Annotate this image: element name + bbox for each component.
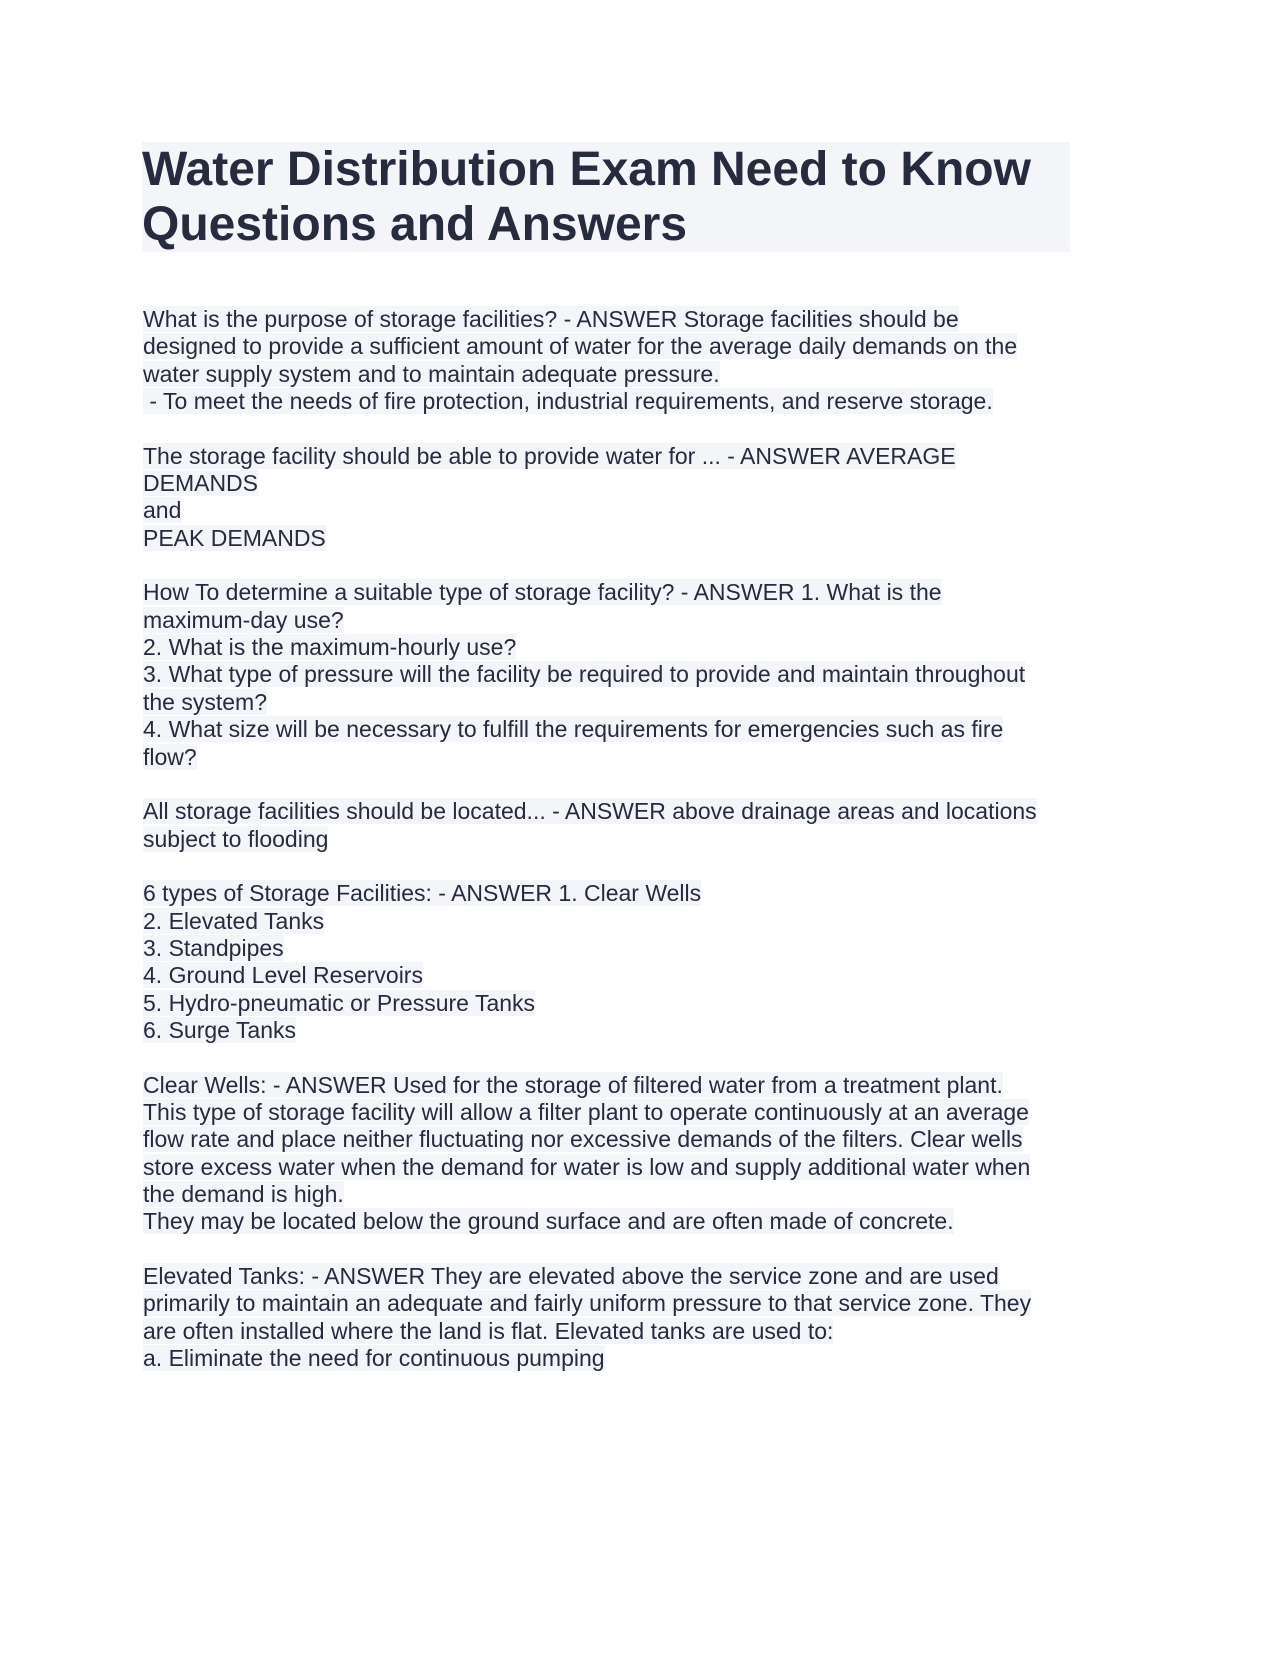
text-line-content: 6 types of Storage Facilities: - ANSWER 1. Clear Wells (143, 880, 702, 907)
blank-line (143, 853, 1143, 880)
title-line-2: Questions and Answers (142, 198, 688, 251)
text-line (143, 1099, 1143, 1126)
text-line-content: - To meet the needs of fire protection, industrial requirements, and reserve storage. (143, 388, 993, 415)
text-line (143, 607, 1143, 634)
text-line-content: 4. What size will be necessary to fulfill the requirements for emergencies such as fire (143, 716, 1004, 743)
text-line-content: All storage facilities should be located... - ANSWER above drainage areas and locations (143, 798, 1037, 825)
text-line (143, 1072, 1143, 1099)
document-title (142, 142, 1070, 252)
text-line-content: and (143, 497, 182, 524)
text-line (143, 798, 1143, 825)
text-line (143, 333, 1143, 360)
text-line (143, 880, 1143, 907)
text-line (143, 579, 1143, 606)
text-line (143, 962, 1143, 989)
blank-line (143, 415, 1143, 442)
blank-line (143, 1044, 1143, 1071)
text-line-content: a. Eliminate the need for continuous pumping (143, 1345, 605, 1372)
text-line (143, 1017, 1143, 1044)
text-line-content: 4. Ground Level Reservoirs (143, 962, 423, 989)
text-line (143, 361, 1143, 388)
text-line-content: maximum-day use? (143, 606, 344, 633)
text-line-content: the system? (143, 688, 267, 715)
text-line (143, 1345, 1143, 1372)
text-line (143, 908, 1143, 935)
title-line-1: Water Distribution Exam Need to Know (142, 143, 1031, 196)
text-line (143, 1318, 1143, 1345)
text-line (143, 935, 1143, 962)
text-line (143, 525, 1143, 552)
text-line (143, 1126, 1143, 1153)
text-line (143, 661, 1143, 688)
text-line-content: The storage facility should be able to provide water for ... - ANSWER AVERAGE (143, 442, 956, 469)
text-line-content: This type of storage facility will allow a filter plant to operate continuously at an average (143, 1098, 1029, 1125)
text-line-content: They may be located below the ground surface and are often made of concrete. (143, 1208, 954, 1235)
text-line-content: 3. What type of pressure will the facility be required to provide and maintain throughout (143, 661, 1026, 688)
text-line-content: Elevated Tanks: - ANSWER They are elevated above the service zone and are used (143, 1263, 999, 1290)
text-line (143, 1290, 1143, 1317)
text-line (143, 1154, 1143, 1181)
text-line-content: the demand is high. (143, 1181, 344, 1207)
text-line-content: subject to flooding (143, 825, 329, 852)
text-line-content: Clear Wells: - ANSWER Used for the storage of filtered water from a treatment plant. (143, 1071, 1003, 1098)
text-line-content: 5. Hydro-pneumatic or Pressure Tanks (143, 989, 536, 1016)
text-line-content: designed to provide a sufficient amount of water for the average daily demands on the (143, 333, 1018, 360)
text-line-content: flow? (143, 743, 197, 770)
text-line-content: primarily to maintain an adequate and fairly uniform pressure to that service zone. They (143, 1290, 1032, 1317)
text-line (143, 497, 1143, 524)
text-line (143, 1263, 1143, 1290)
text-line (143, 1208, 1143, 1235)
text-line-content: water supply system and to maintain adequate pressure. (143, 360, 720, 387)
text-line-content: are often installed where the land is flat. Elevated tanks are used to: (143, 1317, 834, 1344)
text-line (143, 470, 1143, 497)
text-line-content: 6. Surge Tanks (143, 1016, 297, 1043)
text-line-content: store excess water when the demand for water is low and supply additional water when (143, 1153, 1031, 1180)
text-line (143, 744, 1143, 771)
text-line-content: How To determine a suitable type of storage facility? - ANSWER 1. What is the (143, 579, 942, 606)
text-line-content: DEMANDS (143, 470, 259, 497)
text-line (143, 716, 1143, 743)
text-line (143, 634, 1143, 661)
text-line-content: 2. What is the maximum-hourly use? (143, 634, 517, 661)
blank-line (143, 1236, 1143, 1263)
blank-line (143, 552, 1143, 579)
text-line-content: flow rate and place neither fluctuating nor excessive demands of the filters. Clear wells (143, 1126, 1023, 1153)
text-line (143, 826, 1143, 853)
document-body (143, 306, 1143, 1372)
blank-line (143, 771, 1143, 798)
text-line-content: 2. Elevated Tanks (143, 907, 325, 934)
text-line (143, 306, 1143, 333)
text-line-content: What is the purpose of storage facilities? - ANSWER Storage facilities should be (143, 306, 959, 332)
text-line (143, 689, 1143, 716)
text-line (143, 443, 1143, 470)
text-line (143, 388, 1143, 415)
text-line-content: 3. Standpipes (143, 934, 284, 961)
text-line (143, 990, 1143, 1017)
text-line-content: PEAK DEMANDS (143, 524, 326, 551)
text-line (143, 1181, 1143, 1208)
